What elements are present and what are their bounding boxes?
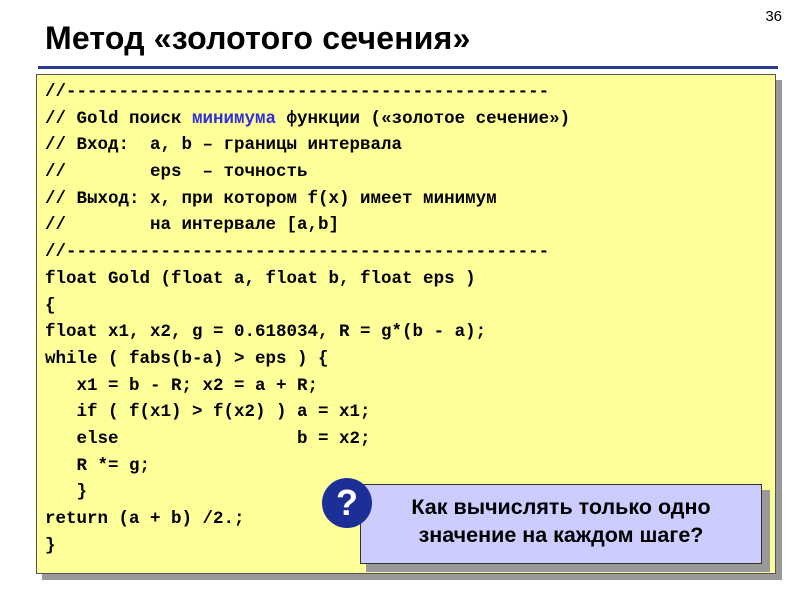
code-line-3: // Вход: a, b – границы интервала [45,135,403,156]
code-line-2-rest: функции («золотое сечение») [276,108,571,129]
code-line-15: R *= g; [45,455,151,476]
code-line-2-highlight: минимума [192,108,277,129]
callout-line-2: значение на каждом шаге? [418,523,704,547]
code-line-2-prefix: // Gold поиск [45,108,193,129]
slide-title: Метод «золотого сечения» [45,20,471,56]
callout-text [361,493,761,549]
question-callout [360,484,762,564]
code-line-6: // на интервале [a,b] [45,215,340,236]
code-line-10: float x1, x2, g = 0.618034, R = g*(b - a); [45,322,487,343]
code-line-8: float Gold (float a, float b, float eps ) [45,268,476,289]
code-line-7: //---------------------------------------------- [45,242,550,263]
code-line-13: if ( f(x1) > f(x2) ) a = x1; [45,402,371,423]
title-underline [38,66,778,69]
code-line-14: else b = x2; [45,428,371,449]
callout-line-1: Как вычислять только одно [411,495,711,519]
code-line-17: return (a + b) /2.; [45,509,245,529]
code-line-9: { [45,295,56,316]
code-line-5: // Выход: x, при котором f(x) имеет минимум [45,188,497,209]
code-line-18: } [45,535,56,556]
code-line-11: while ( fabs(b-a) > eps ) { [45,348,329,369]
code-line-12: x1 = b - R; x2 = a + R; [45,375,319,396]
code-line-2 [45,106,570,133]
code-line-1: //---------------------------------------------- [45,82,550,102]
code-line-4: // eps – точность [45,162,308,183]
slide-number: 36 [765,8,782,25]
question-mark-icon: ? [322,478,372,528]
code-line-16: } [45,482,88,503]
